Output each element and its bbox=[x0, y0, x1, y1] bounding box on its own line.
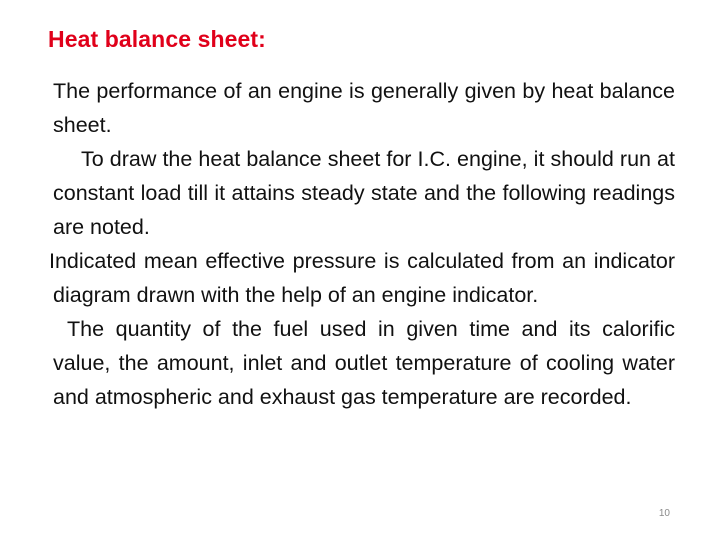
paragraph-performance: The performance of an engine is generally given by heat balance sheet. bbox=[53, 79, 675, 137]
paragraph-fuel-quantity: The quantity of the fuel used in given time and its calorific value, the amount, inlet and outlet temperature of cooling water and atmospheric and exhaust gas temperature are recorded. bbox=[53, 317, 675, 409]
slide-body bbox=[49, 74, 675, 414]
page-number: 10 bbox=[658, 508, 670, 519]
slide-title: Heat balance sheet: bbox=[48, 26, 266, 52]
paragraph-draw-sheet: To draw the heat balance sheet for I.C. engine, it should run at constant load till it attains steady state and the following readings are noted. bbox=[53, 147, 675, 239]
paragraph-indicated-pressure: Indicated mean effective pressure is calculated from an indicator diagram drawn with the help of an engine indicator. bbox=[49, 249, 675, 307]
